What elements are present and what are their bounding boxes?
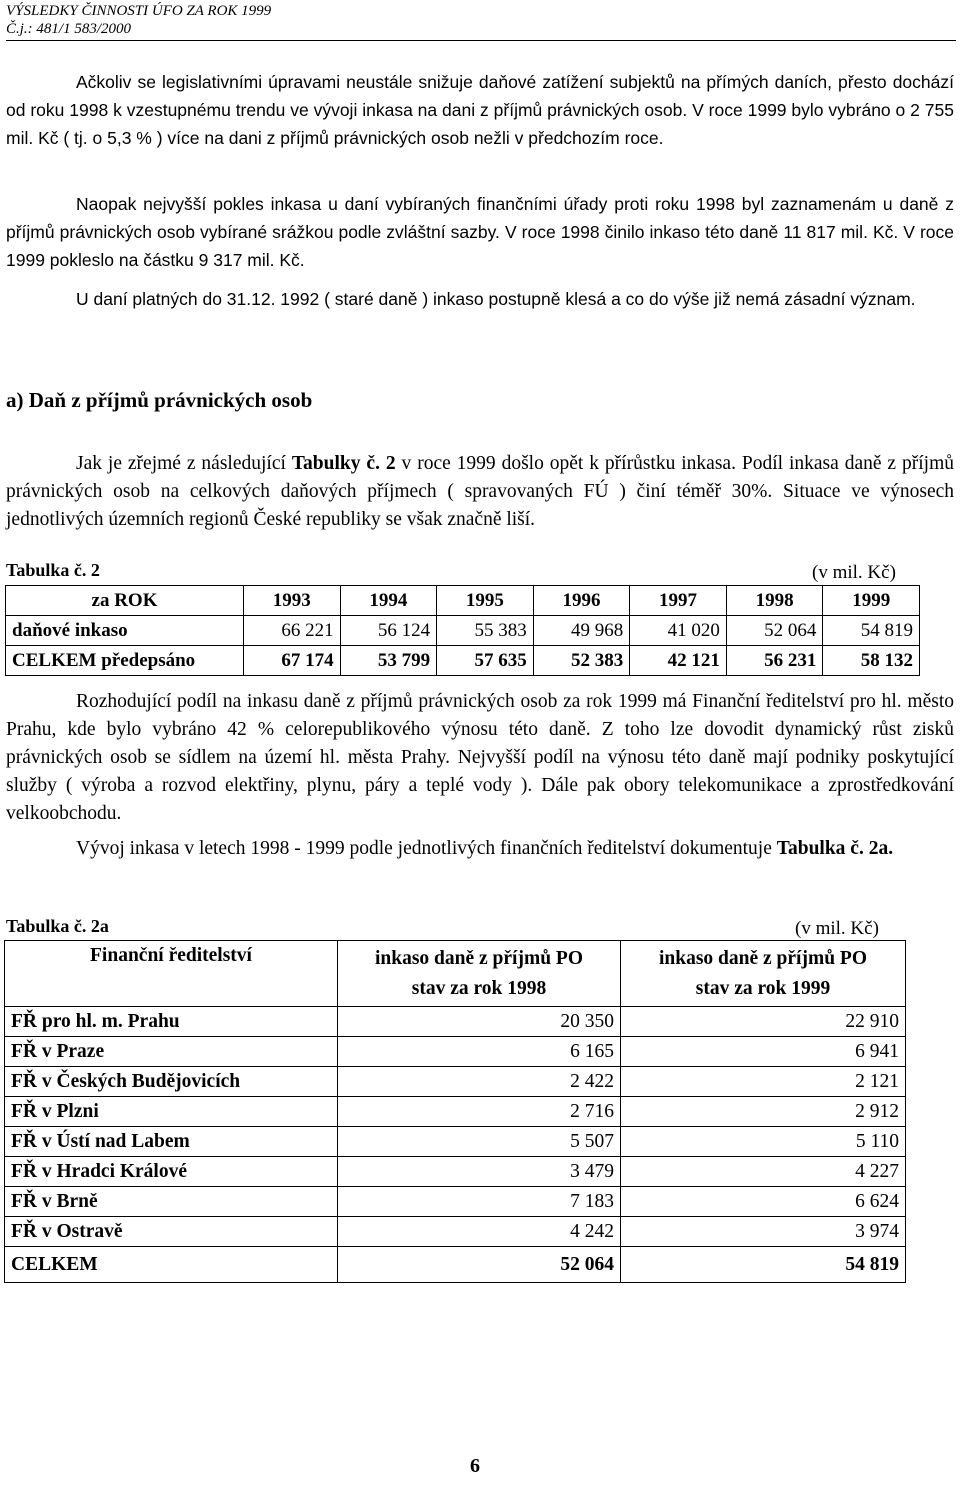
paragraph-2: Naopak nejvyšší pokles inkasa u daní vybíraných finančními úřady proti roku 1998 byl zaznamenám u daně z příjmů právnických osob vybírané srážkou podle zvláštní sazby. V roce 1998 činilo inkaso této daně 11 817 mil. Kč. V roce 1999 pokleslo na částku 9 317 mil. Kč. [6, 194, 954, 270]
table-header-cell: inkaso daně z příjmů PO stav za rok 1998 [338, 941, 621, 1007]
table-row [5, 1067, 906, 1097]
table-row [5, 1157, 906, 1187]
table-cell: 5 110 [621, 1127, 906, 1157]
table-row [5, 1187, 906, 1217]
table-header-cell: 1993 [244, 586, 341, 616]
table-cell: CELKEM předepsáno [6, 646, 244, 676]
table-cell: 22 910 [621, 1007, 906, 1037]
table-cell: 41 020 [630, 616, 727, 646]
table-cell: 55 383 [437, 616, 534, 646]
table-cell: 5 507 [338, 1127, 621, 1157]
table-cell: 66 221 [244, 616, 341, 646]
section-heading: a) Daň z příjmů právnických osob [6, 388, 313, 412]
table2-caption: Tabulka č. 2 [6, 560, 100, 580]
table-cell: 52 064 [338, 1247, 621, 1283]
table-2 [5, 585, 920, 676]
paragraph-1: Ačkoliv se legislativními úpravami neustále snižuje daňové zatížení subjektů na přímých daních, přesto dochází od roku 1998 k vzestupnému trendu ve vývoji inkasa na dani z příjmů právnických osob. V roce 1999 bylo vybráno o 2 755 mil. Kč ( tj. o 5,3 % ) více na dani z příjmů právnických osob nežli v předchozím roce. [6, 72, 954, 148]
table-cell: 58 132 [823, 646, 920, 676]
table-header-cell: 1998 [726, 586, 823, 616]
table-cell: 2 716 [338, 1097, 621, 1127]
table-cell: daňové inkaso [6, 616, 244, 646]
table-header-row [5, 941, 906, 1007]
table-cell: 57 635 [437, 646, 534, 676]
table-cell: 6 624 [621, 1187, 906, 1217]
table-cell: 52 383 [533, 646, 630, 676]
table-cell: FŘ v Praze [5, 1037, 338, 1067]
table-header-cell: inkaso daně z příjmů PO stav za rok 1999 [621, 941, 906, 1007]
table-cell: 42 121 [630, 646, 727, 676]
table-row [5, 1217, 906, 1247]
table-header-cell: 1997 [630, 586, 727, 616]
table2a-unit: (v mil. Kč) [795, 918, 879, 939]
table-cell: 6 941 [621, 1037, 906, 1067]
table-cell: 4 227 [621, 1157, 906, 1187]
table-cell: FŘ v Hradci Králové [5, 1157, 338, 1187]
table-row [5, 1097, 906, 1127]
table-cell: FŘ v Plzni [5, 1097, 338, 1127]
table2-unit: (v mil. Kč) [812, 562, 896, 583]
table-cell: 54 819 [823, 616, 920, 646]
table-cell: 52 064 [726, 616, 823, 646]
table-header-cell: 1999 [823, 586, 920, 616]
table-row [5, 1007, 906, 1037]
table-cell: 2 912 [621, 1097, 906, 1127]
table-cell: FŘ v Ústí nad Labem [5, 1127, 338, 1157]
table-cell: FŘ pro hl. m. Prahu [5, 1007, 338, 1037]
table-cell: FŘ v Ostravě [5, 1217, 338, 1247]
table-row [6, 616, 920, 646]
table-cell: FŘ v Českých Budějovicích [5, 1067, 338, 1097]
table-header-row [6, 586, 920, 616]
table-row [5, 1127, 906, 1157]
table-2a [4, 940, 906, 1283]
table-row [6, 646, 920, 676]
table-cell: 7 183 [338, 1187, 621, 1217]
table-cell: 53 799 [340, 646, 437, 676]
table-cell: 56 124 [340, 616, 437, 646]
table-cell: 67 174 [244, 646, 341, 676]
table-cell: 3 974 [621, 1217, 906, 1247]
table-cell: 56 231 [726, 646, 823, 676]
paragraph-6: Vývoj inkasa v letech 1998 - 1999 podle jednotlivých finančních ředitelství dokumentuje Tabulka č. 2a. [76, 838, 894, 859]
paragraph-4: Jak je zřejmé z následující Tabulky č. 2 v roce 1999 došlo opět k přírůstku inkasa. Podíl inkasa daně z příjmů právnických osob na celkových daňových příjmech ( spravovaných FÚ ) činí téměř 30%. Situace ve výnosech jednotlivých územních regionů České republiky se však značně liší. [6, 453, 954, 530]
table-cell: 2 121 [621, 1067, 906, 1097]
table-header-cell: za ROK [6, 586, 244, 616]
page-number: 6 [470, 1455, 480, 1477]
header-title: VÝSLEDKY ČINNOSTI ÚFO ZA ROK 1999 [6, 3, 272, 19]
table-header-cell: 1994 [340, 586, 437, 616]
table-header-cell: 1995 [437, 586, 534, 616]
paragraph-3: U daní platných do 31.12. 1992 ( staré daně ) inkaso postupně klesá a co do výše již nemá zásadní význam. [76, 289, 916, 309]
table-header-cell: Finanční ředitelství [5, 941, 338, 1007]
table-cell: CELKEM [5, 1247, 338, 1283]
table2a-caption: Tabulka č. 2a [6, 916, 109, 936]
table-header-cell: 1996 [533, 586, 630, 616]
table-cell: FŘ v Brně [5, 1187, 338, 1217]
table-cell: 20 350 [338, 1007, 621, 1037]
page-header [6, 2, 956, 41]
table-cell: 54 819 [621, 1247, 906, 1283]
table-cell: 49 968 [533, 616, 630, 646]
table-total-row [5, 1247, 906, 1283]
table-cell: 6 165 [338, 1037, 621, 1067]
table-row [5, 1037, 906, 1067]
paragraph-5: Rozhodující podíl na inkasu daně z příjmů právnických osob za rok 1999 má Finanční ředitelství pro hl. město Prahu, kde bylo vybráno 42 % celorepublikového výnosu této daně. Z toho lze dovodit dynamický růst zisků právnických osob se sídlem na území hl. města Prahy. Nejvyšší podíl na výnosu této daně mají podniky poskytující služby ( výroba a rozvod elektřiny, plynu, páry a teplé vody ). Dále pak obory telekomunikace a zprostředkování velkoobchodu. [6, 691, 954, 824]
table-cell: 3 479 [338, 1157, 621, 1187]
table-cell: 2 422 [338, 1067, 621, 1097]
table-cell: 4 242 [338, 1217, 621, 1247]
header-reference: Č.j.: 481/1 583/2000 [6, 21, 132, 37]
